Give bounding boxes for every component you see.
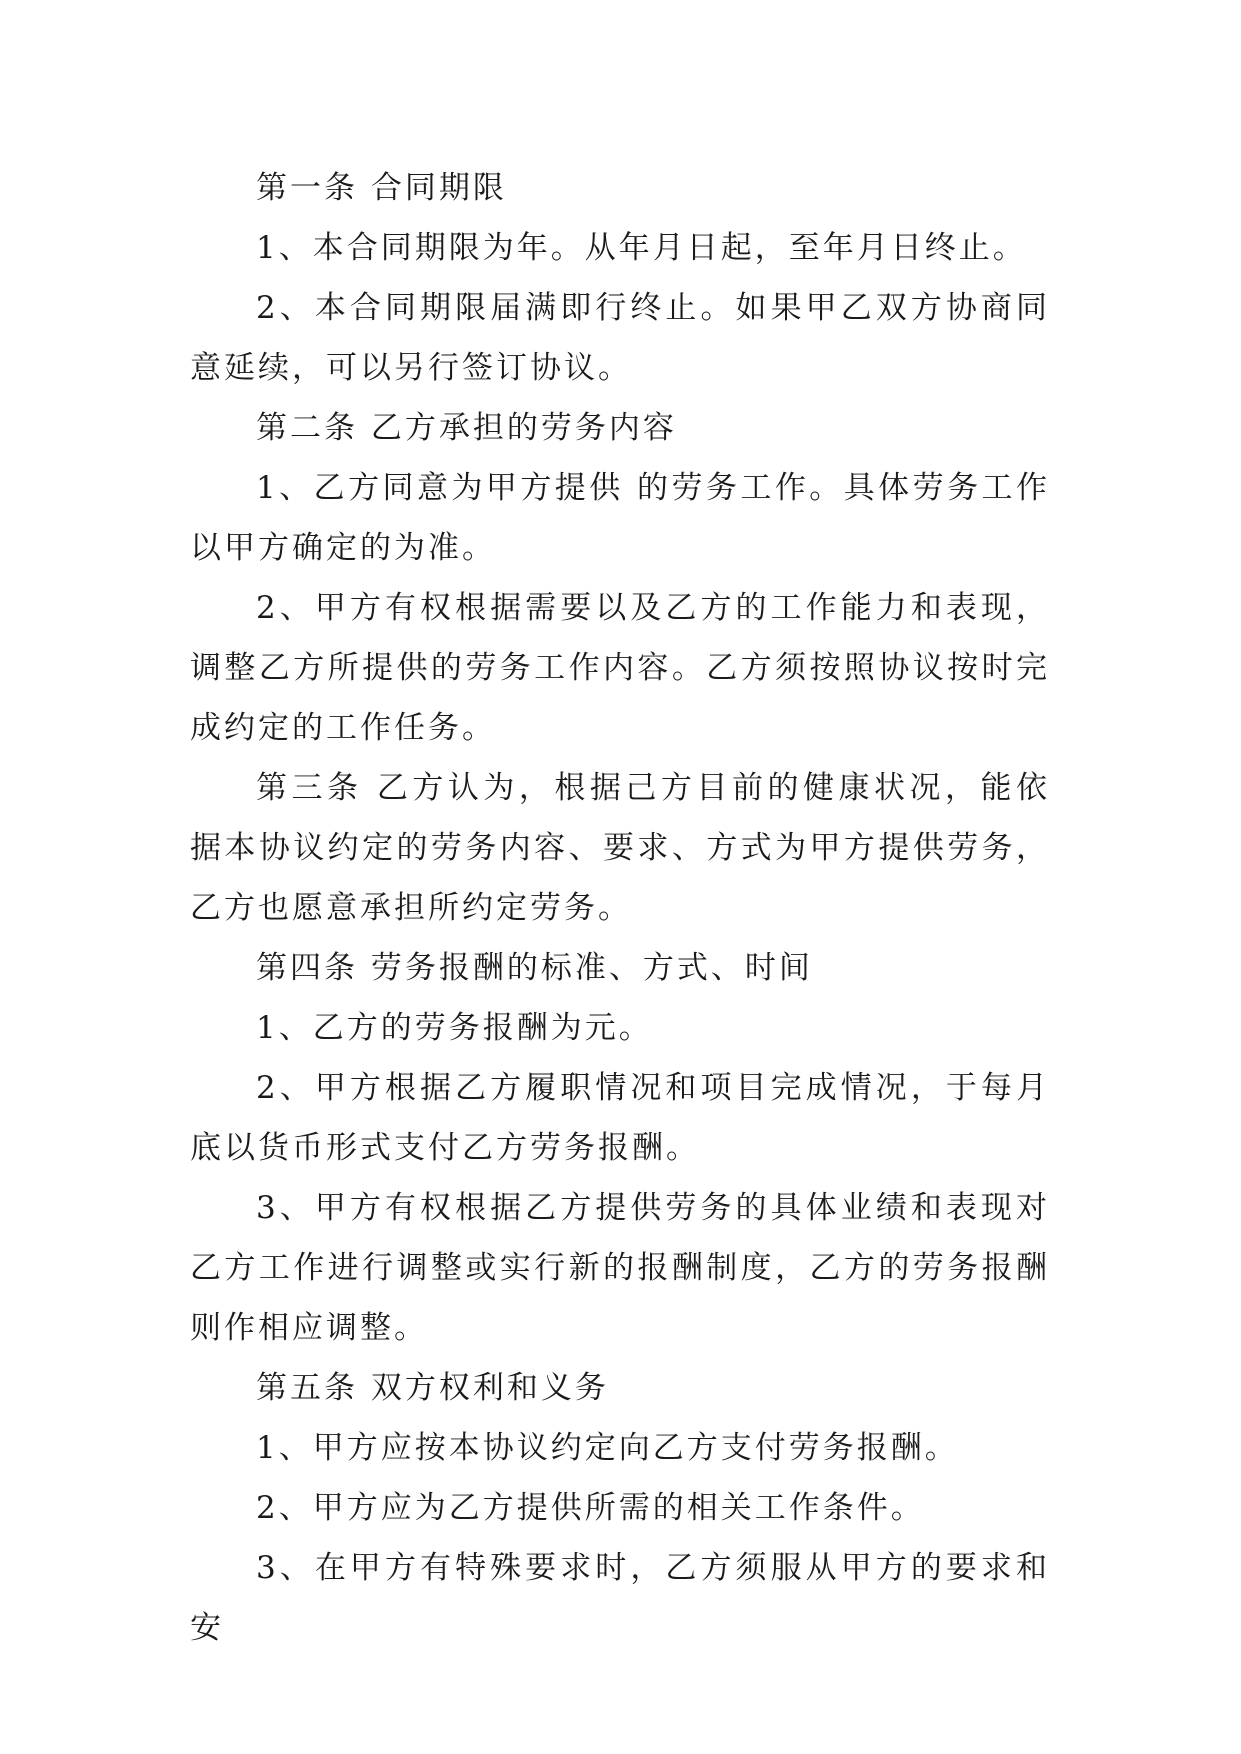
article-1-clause-1: 1、本合同期限为年。从年月日起，至年月日终止。 xyxy=(256,230,1027,266)
article-4-heading: 第四条 劳务报酬的标准、方式、时间 xyxy=(256,950,813,986)
article-5-heading: 第五条 双方权利和义务 xyxy=(256,1370,609,1406)
article-4-clause-3: 3、甲方有权根据乙方提供劳务的具体业绩和表现对乙方工作进行调整或实行新的报酬制度，乙方的劳务报酬则作相应调整。 xyxy=(190,1190,1050,1346)
article-1-clause-2: 2、本合同期限届满即行终止。如果甲乙双方协商同意延续，可以另行签订协议。 xyxy=(190,290,1050,386)
document-body xyxy=(190,158,1050,1658)
article-3-text: 第三条 乙方认为，根据己方目前的健康状况，能依据本协议约定的劳务内容、要求、方式为甲方提供劳务，乙方也愿意承担所约定劳务。 xyxy=(190,770,1050,926)
article-2-heading: 第二条 乙方承担的劳务内容 xyxy=(256,410,677,446)
article-4-clause-2: 2、甲方根据乙方履职情况和项目完成情况，于每月底以货币形式支付乙方劳务报酬。 xyxy=(190,1070,1050,1166)
article-4-clause-1: 1、乙方的劳务报酬为元。 xyxy=(256,1010,653,1046)
article-2-clause-2: 2、甲方有权根据需要以及乙方的工作能力和表现，调整乙方所提供的劳务工作内容。乙方须按照协议按时完成约定的工作任务。 xyxy=(190,590,1050,746)
article-5-clause-3: 3、在甲方有特殊要求时，乙方须服从甲方的要求和安 xyxy=(190,1550,1050,1646)
article-5-clause-1: 1、甲方应按本协议约定向乙方支付劳务报酬。 xyxy=(256,1430,959,1466)
article-1-heading: 第一条 合同期限 xyxy=(256,170,507,206)
article-5-clause-2: 2、甲方应为乙方提供所需的相关工作条件。 xyxy=(256,1490,925,1526)
article-2-clause-1: 1、乙方同意为甲方提供 的劳务工作。具体劳务工作以甲方确定的为准。 xyxy=(190,470,1050,566)
